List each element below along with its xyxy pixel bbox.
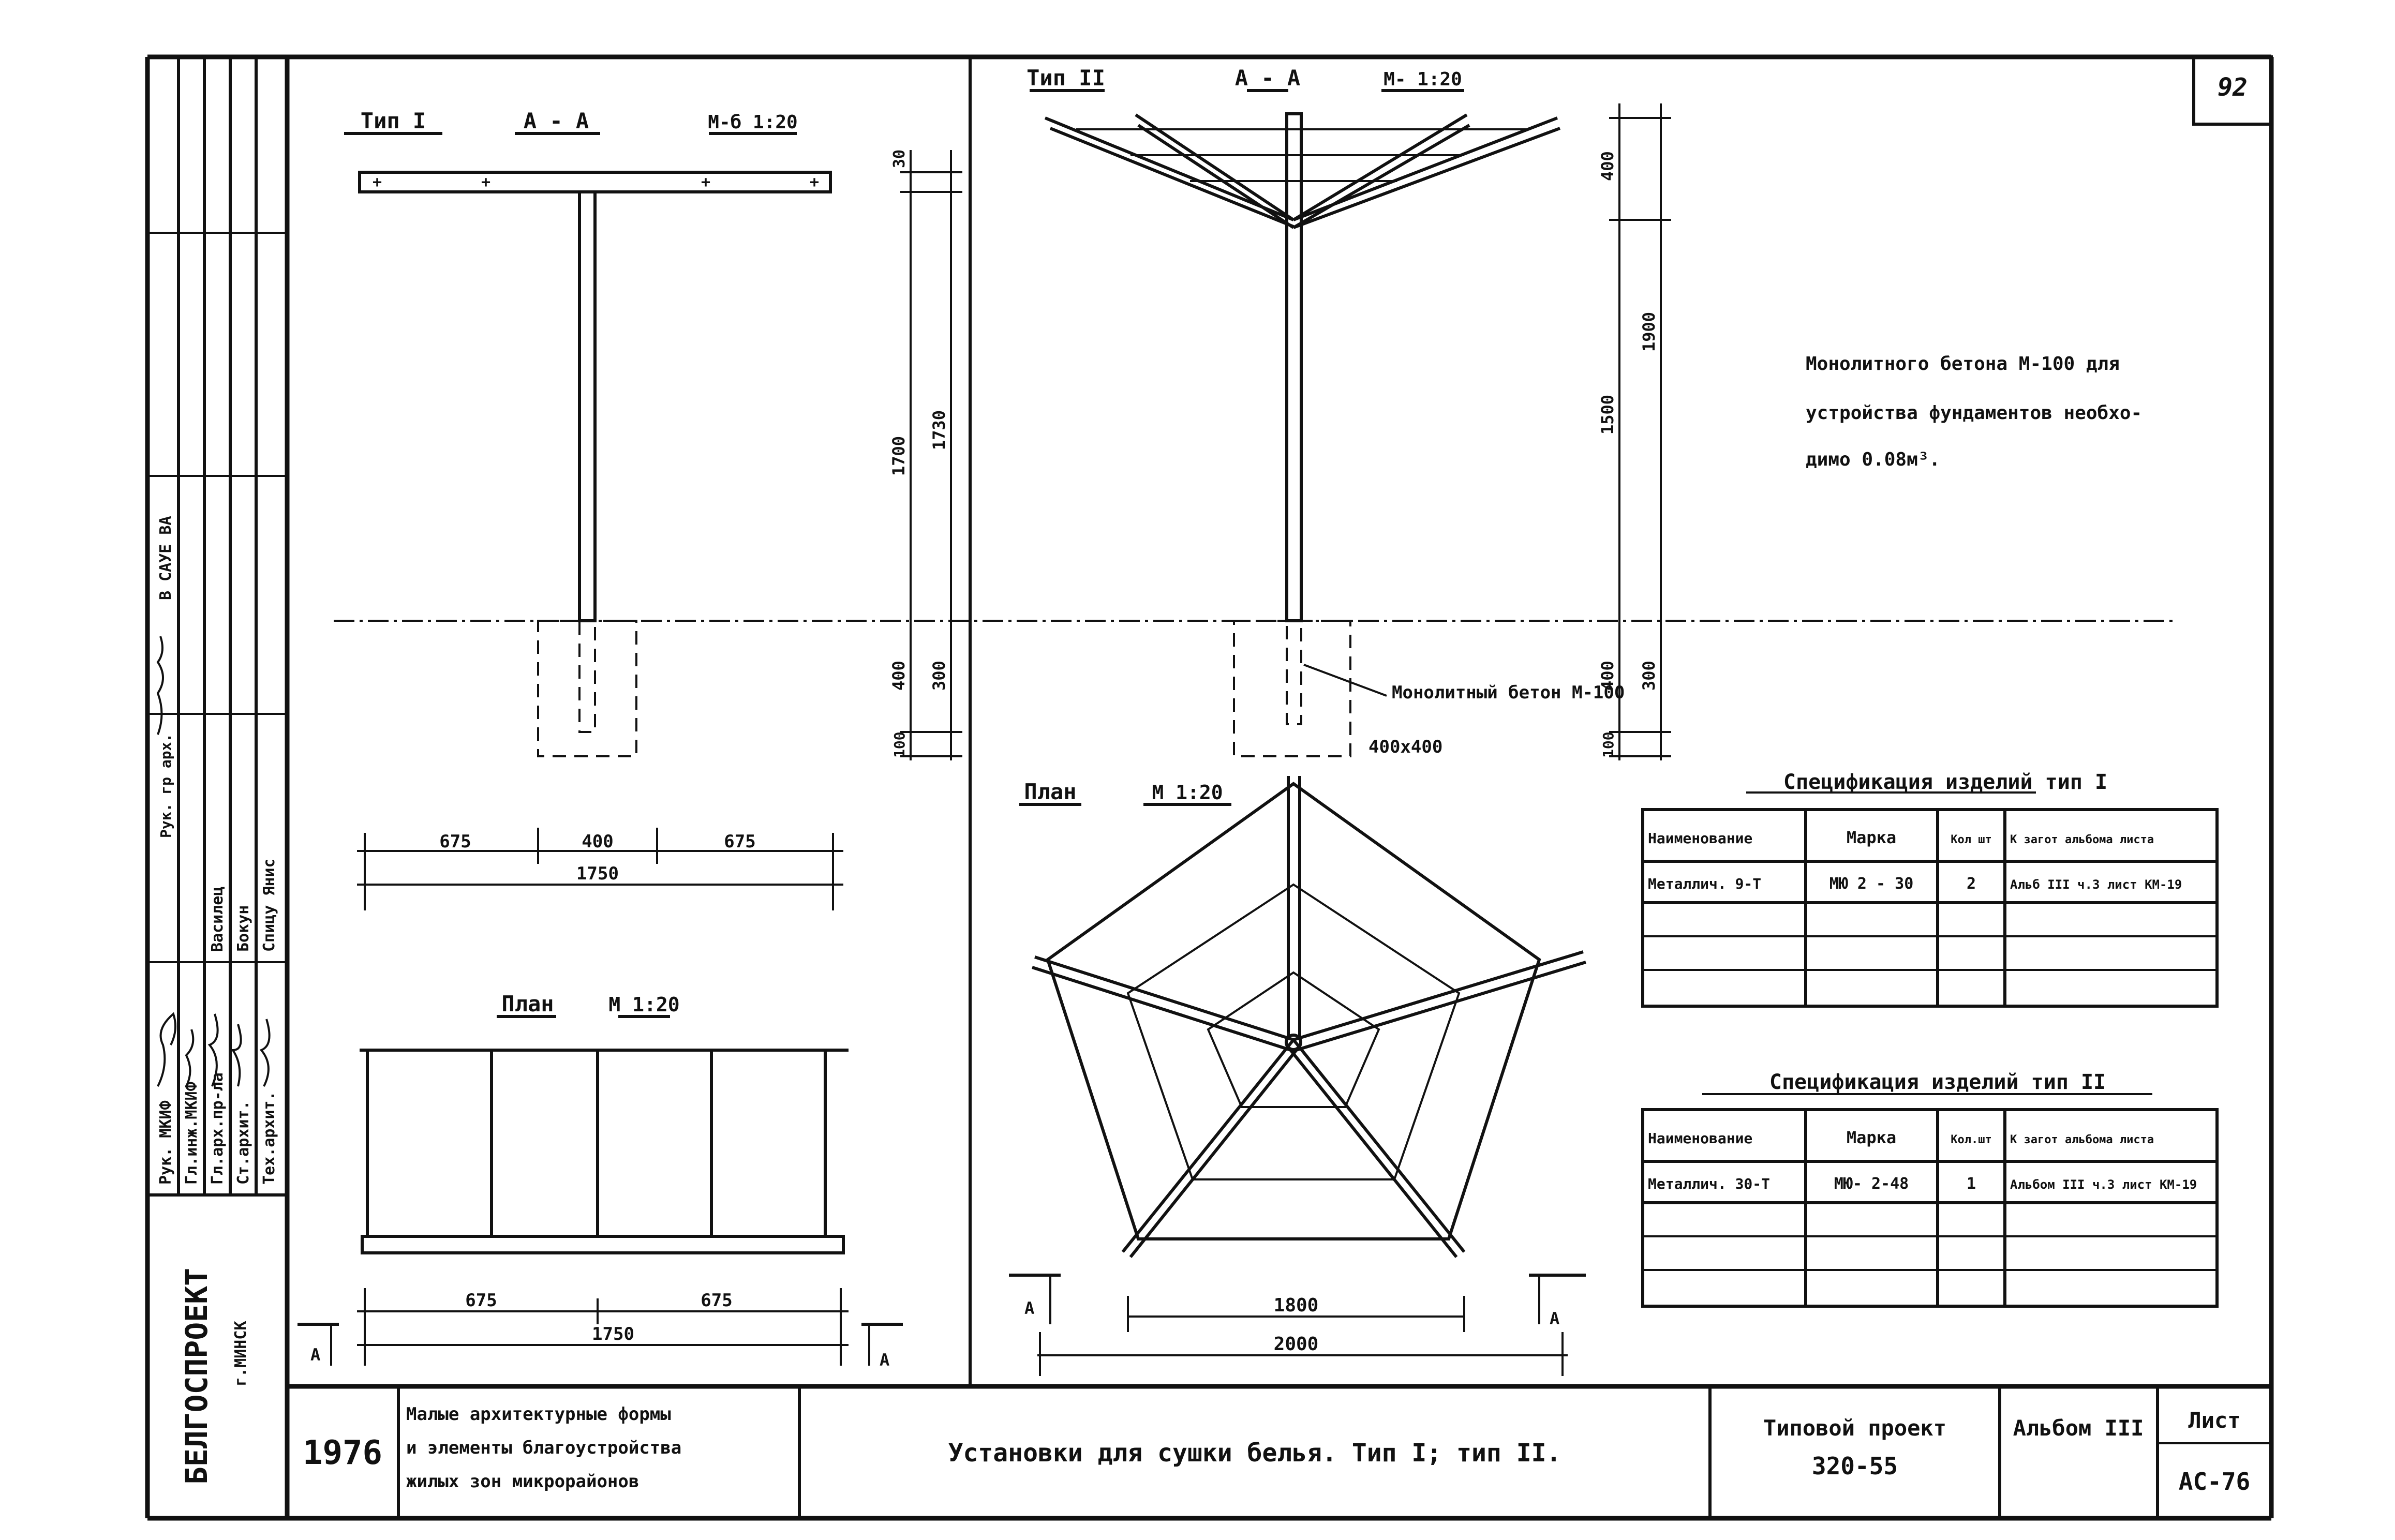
type1-section-mark: А - А bbox=[523, 108, 589, 133]
type1-dim-1750: 1750 bbox=[576, 863, 619, 884]
spec2-title: Спецификация изделий тип II bbox=[1769, 1070, 2106, 1094]
spec1-row1-mark: МЮ 2 - 30 bbox=[1829, 875, 1914, 893]
concrete-note-line3: димо 0.08м³. bbox=[1806, 449, 1941, 470]
title-series-2: и элементы благоустройства bbox=[406, 1438, 682, 1458]
type1-plan-scale: М 1:20 bbox=[608, 993, 680, 1016]
type2-plan-title: План bbox=[1024, 779, 1077, 804]
type2-plan-scale: М 1:20 bbox=[1152, 781, 1223, 804]
stamp-name-5: Спицу Янис bbox=[260, 858, 278, 952]
type1-title: Тип I bbox=[360, 108, 426, 133]
title-series-1: Малые архитектурные формы bbox=[406, 1404, 671, 1425]
spec1-row1-name: Металлич. 9-Т bbox=[1648, 875, 1762, 892]
project-label: Типовой проект bbox=[1763, 1415, 1947, 1441]
type2-plan bbox=[1009, 776, 1586, 1376]
stamp-role-1: Рук. МКИФ bbox=[157, 1100, 175, 1185]
spec1-title: Спецификация изделий тип I bbox=[1783, 770, 2108, 794]
spec2-header-name: Наименование bbox=[1648, 1130, 1753, 1147]
project-number: 320-55 bbox=[1811, 1452, 1898, 1480]
type2-plan-dim-2000: 2000 bbox=[1273, 1334, 1319, 1355]
concrete-note-line2: устройства фундаментов необхо- bbox=[1806, 402, 2143, 424]
type1-dim-300: 300 bbox=[929, 661, 949, 691]
spec1-header-name: Наименование bbox=[1648, 830, 1753, 847]
org-city: г.МИНСК bbox=[232, 1321, 250, 1386]
spec1-row1-ref: Альб III ч.3 лист КМ-19 bbox=[2010, 877, 2182, 892]
type1-dim-100: 100 bbox=[891, 731, 908, 758]
type1-dim-400-mid: 400 bbox=[582, 831, 614, 852]
spec2-header-mark: Марка bbox=[1846, 1128, 1897, 1147]
spec2-header-qty: Кол.шт bbox=[1951, 1133, 1992, 1146]
stamp-name-3: Василец bbox=[209, 886, 227, 952]
stamp-role-5: Тех.архит. bbox=[260, 1091, 278, 1185]
type2-cut-mark-right: А bbox=[1550, 1309, 1560, 1328]
org-name: БЕЛГОСПРОЕКТ bbox=[179, 1267, 214, 1485]
type1-plan-dim-675-right: 675 bbox=[701, 1290, 733, 1311]
stamp-name-4: Бокун bbox=[234, 905, 252, 952]
type1-dim-675-left: 675 bbox=[439, 831, 471, 852]
type1-scale: М-б 1:20 bbox=[708, 112, 798, 133]
type1-dim-675-right: 675 bbox=[724, 831, 756, 852]
sheet-label: Лист bbox=[2188, 1408, 2241, 1433]
type1-section bbox=[344, 133, 962, 760]
signature-marks bbox=[158, 636, 270, 1086]
page-number: 92 bbox=[2218, 73, 2248, 102]
type1-dim-400: 400 bbox=[889, 661, 909, 691]
spec1-header-qty: Кол шт bbox=[1951, 833, 1992, 846]
spec1-header-mark: Марка bbox=[1846, 828, 1897, 847]
spec1-table-grid bbox=[1643, 793, 2217, 1006]
stamp-role-3: Гл.арх.пр-ла bbox=[209, 1072, 227, 1185]
type2-dim-400-top: 400 bbox=[1598, 151, 1617, 181]
sheet-number: АС-76 bbox=[2178, 1468, 2251, 1496]
type2-foundation-size: 400х400 bbox=[1368, 737, 1443, 757]
svg-text:+: + bbox=[373, 173, 382, 191]
type2-scale: М- 1:20 bbox=[1384, 69, 1462, 90]
svg-text:+: + bbox=[701, 173, 711, 191]
type2-foundation-note: Монолитный бетон М-100 bbox=[1392, 682, 1625, 703]
spec2-table-grid bbox=[1643, 1094, 2217, 1306]
type2-section-mark: А - А bbox=[1234, 65, 1301, 91]
stamp-role-4: Ст.архит. bbox=[234, 1100, 252, 1185]
concrete-note-line1: Монолитного бетона М-100 для bbox=[1806, 353, 2120, 375]
type2-dim-1900: 1900 bbox=[1639, 311, 1659, 352]
type2-cut-mark-left: А bbox=[1024, 1298, 1035, 1318]
svg-text:+: + bbox=[481, 173, 491, 191]
spec2-row1-qty: 1 bbox=[1966, 1175, 1976, 1193]
spec2-row1-mark: МЮ- 2-48 bbox=[1834, 1175, 1909, 1193]
stamp-role-2: Гл.инж.МКИФ bbox=[183, 1082, 201, 1185]
spec2-row1-ref: Альбом III ч.3 лист КМ-19 bbox=[2010, 1177, 2197, 1192]
type2-dim-400: 400 bbox=[1598, 661, 1617, 691]
sheet-title: Установки для сушки белья. Тип I; тип II. bbox=[948, 1439, 1561, 1468]
type1-cut-mark-left: А bbox=[310, 1345, 321, 1365]
margin-note-top: В САУЕ ВА bbox=[157, 516, 175, 600]
type1-cut-mark-right: А bbox=[880, 1350, 890, 1370]
stamp-roles bbox=[157, 516, 278, 1185]
type1-dim-30: 30 bbox=[890, 149, 909, 168]
type2-plan-dim-1800: 1800 bbox=[1273, 1295, 1319, 1316]
margin-note-mid: Рук. гр арх. bbox=[157, 733, 174, 838]
type1-dim-1730: 1730 bbox=[929, 410, 949, 450]
spec1-row1-qty: 2 bbox=[1966, 875, 1976, 893]
type2-dim-300: 300 bbox=[1639, 661, 1659, 691]
type1-plan bbox=[297, 1016, 903, 1366]
type2-dim-100: 100 bbox=[1600, 731, 1617, 758]
type2-section bbox=[1030, 91, 1671, 760]
spec2-row1-name: Металлич. 30-Т bbox=[1648, 1175, 1771, 1192]
album-label: Альбом III bbox=[2013, 1415, 2144, 1441]
spec1-header-ref: К загот альбома листа bbox=[2010, 833, 2154, 846]
type1-plan-dim-1750: 1750 bbox=[592, 1324, 634, 1344]
type1-plan-dim-675-left: 675 bbox=[465, 1290, 497, 1311]
type1-plan-title: План bbox=[501, 991, 554, 1016]
title-series-3: жилых зон микрорайонов bbox=[406, 1471, 639, 1492]
type2-dim-1500: 1500 bbox=[1598, 394, 1617, 435]
spec2-header-ref: К загот альбома листа bbox=[2010, 1133, 2154, 1146]
type2-title: Тип II bbox=[1027, 65, 1105, 91]
title-year: 1976 bbox=[302, 1434, 383, 1472]
svg-text:+: + bbox=[810, 173, 820, 191]
type1-dim-1700: 1700 bbox=[889, 436, 909, 476]
